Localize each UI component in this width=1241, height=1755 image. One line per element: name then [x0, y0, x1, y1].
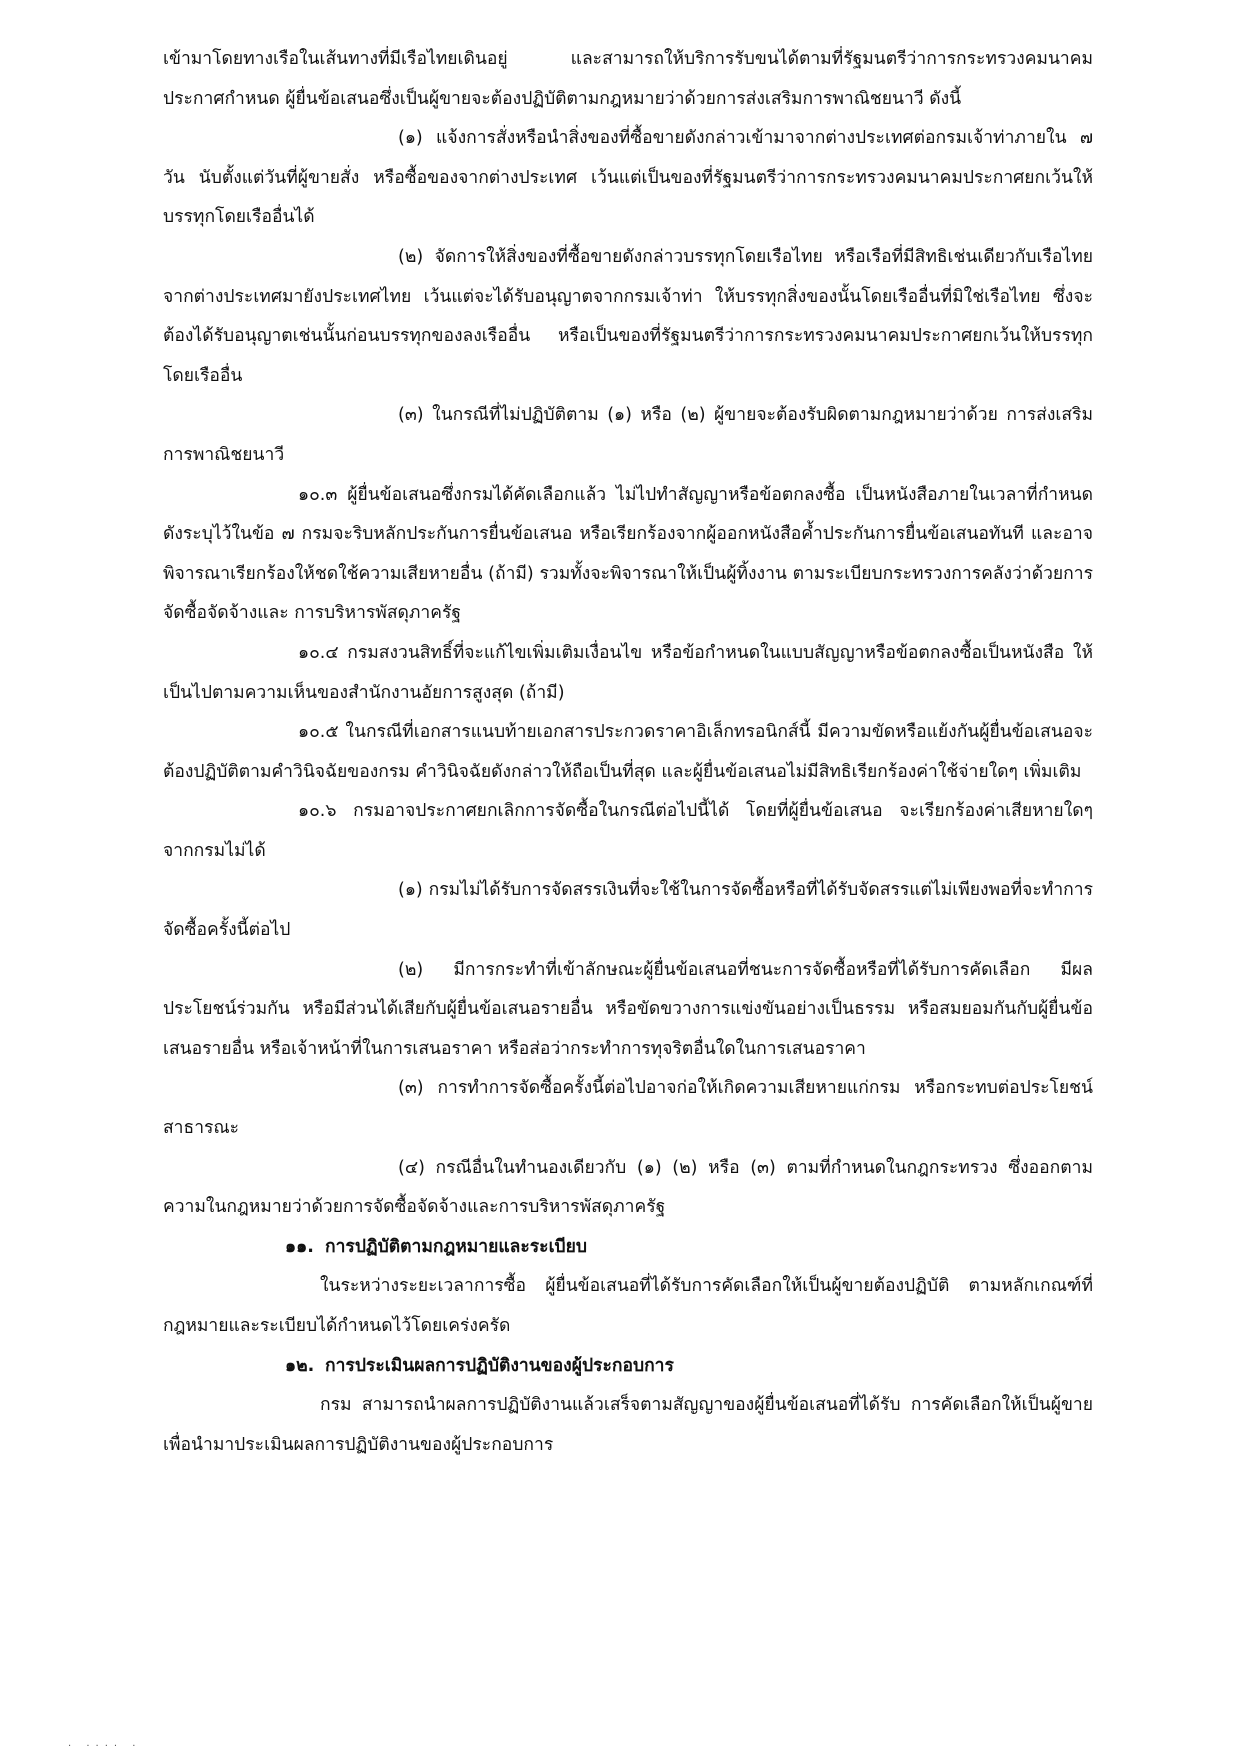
paragraph-item-2: (๒) จัดการให้สิ่งของที่ซื้อขายดังกล่าวบรรทุกโดยเรือไทย หรือเรือที่มีสิทธิเช่นเดียวกับเรือไทย จากต่างประเทศมายังประเทศไทย เว้นแต่จะได้รับอนุญาตจากกรมเจ้าท่า ให้บรรทุกสิ่งของนั้นโดยเรืออื่นที่มิใช่เรือไทย ซึ่งจะต้องได้รับอนุญาตเช่นนั้นก่อนบรรทุกของลงเรืออื่น หรือเป็นของที่รัฐมนตรีว่าการกระทรวงคมนาคมประกาศยกเว้นให้บรรทุกโดยเรืออื่น: [163, 246, 1093, 386]
footer-mark: . .... .: [68, 1738, 142, 1749]
paragraph-10-6-item-1: (๑) กรมไม่ได้รับการจัดสรรเงินที่จะใช้ในการจัดซื้อหรือที่ได้รับจัดสรรแต่ไม่เพียงพอที่จะทำการจัดซื้อครั้งนี้ต่อไป: [163, 880, 1093, 941]
section-12-heading: [163, 1347, 1093, 1387]
section-12-number: ๑๒.: [285, 1355, 315, 1376]
paragraph-10-6-item-4: (๔) กรณีอื่นในทำนองเดียวกับ (๑) (๒) หรือ (๓) ตามที่กำหนดในกฎกระทรวง ซึ่งออกตามความในกฎหมายว่าด้วยการจัดซื้อจัดจ้างและการบริหารพัสดุภาครัฐ: [163, 1157, 1093, 1218]
paragraph-10-6-item-3: (๓) การทำการจัดซื้อครั้งนี้ต่อไปอาจก่อให้เกิดความเสียหายแก่กรม หรือกระทบต่อประโยชน์สาธารณะ: [163, 1078, 1093, 1139]
paragraph-intro: เข้ามาโดยทางเรือในเส้นทางที่มีเรือไทยเดินอยู่ และสามารถให้บริการรับขนได้ตามที่รัฐมนตรีว่าการกระทรวงคมนาคมประกาศกำหนด ผู้ยื่นข้อเสนอซึ่งเป็นผู้ขายจะต้องปฏิบัติตามกฎหมายว่าด้วยการส่งเสริมการพาณิชยนาวี ดังนี้: [163, 49, 1093, 109]
paragraph-item-1: (๑) แจ้งการสั่งหรือนำสิ่งของที่ซื้อขายดังกล่าวเข้ามาจากต่างประเทศต่อกรมเจ้าท่าภายใน ๗ วัน นับตั้งแต่วันที่ผู้ขายสั่ง หรือซื้อของจากต่างประเทศ เว้นแต่เป็นของที่รัฐมนตรีว่าการกระทรวงคมนาคมประกาศยกเว้นให้บรรทุกโดยเรืออื่นได้: [163, 128, 1093, 228]
paragraph-10-3: ๑๐.๓ ผู้ยื่นข้อเสนอซึ่งกรมได้คัดเลือกแล้ว ไม่ไปทำสัญญาหรือข้อตกลงซื้อ เป็นหนังสือภายในเวลาที่กำหนด ดังระบุไว้ในข้อ ๗ กรมจะริบหลักประกันการยื่นข้อเสนอ หรือเรียกร้องจากผู้ออกหนังสือค้ำประกันการยื่นข้อเสนอทันที และอาจพิจารณาเรียกร้องให้ชดใช้ความเสียหายอื่น (ถ้ามี) รวมทั้งจะพิจารณาให้เป็นผู้ทิ้งงาน ตามระเบียบกระทรวงการคลังว่าด้วยการจัดซื้อจัดจ้างและ การบริหารพัสดุภาครัฐ: [163, 484, 1093, 624]
paragraph-item-3: (๓) ในกรณีที่ไม่ปฏิบัติตาม (๑) หรือ (๒) ผู้ขายจะต้องรับผิดตามกฎหมายว่าด้วย การส่งเสริมการพาณิชยนาวี: [163, 405, 1093, 465]
paragraph-10-6: ๑๐.๖ กรมอาจประกาศยกเลิกการจัดซื้อในกรณีต่อไปนี้ได้ โดยที่ผู้ยื่นข้อเสนอ จะเรียกร้องค่าเสียหายใดๆ จากกรมไม่ได้: [163, 801, 1093, 861]
section-12-body: กรม สามารถนำผลการปฏิบัติงานแล้วเสร็จตามสัญญาของผู้ยื่นข้อเสนอที่ได้รับ การคัดเลือกให้เป็นผู้ขายเพื่อนำมาประเมินผลการปฏิบัติงานของผู้ประกอบการ: [163, 1395, 1093, 1455]
section-12-title: การประเมินผลการปฏิบัติงานของผู้ประกอบการ: [325, 1355, 674, 1376]
section-11-title: การปฏิบัติตามกฎหมายและระเบียบ: [325, 1236, 588, 1257]
document-body: [163, 40, 1093, 1465]
section-11-number: ๑๑.: [285, 1236, 314, 1257]
section-11-body: ในระหว่างระยะเวลาการซื้อ ผู้ยื่นข้อเสนอที่ได้รับการคัดเลือกให้เป็นผู้ขายต้องปฏิบัติ ตามหลักเกณฑ์ที่กฎหมายและระเบียบได้กำหนดไว้โดยเคร่งครัด: [163, 1276, 1093, 1336]
paragraph-10-5: ๑๐.๕ ในกรณีที่เอกสารแนบท้ายเอกสารประกวดราคาอิเล็กทรอนิกส์นี้ มีความขัดหรือแย้งกันผู้ยื่นข้อเสนอจะต้องปฏิบัติตามคำวินิจฉัยของกรม คำวินิจฉัยดังกล่าวให้ถือเป็นที่สุด และผู้ยื่นข้อเสนอไม่มีสิทธิเรียกร้องค่าใช้จ่ายใดๆ เพิ่มเติม: [163, 722, 1093, 782]
section-11-heading: [163, 1228, 1093, 1268]
paragraph-10-4: ๑๐.๔ กรมสงวนสิทธิ์ที่จะแก้ไขเพิ่มเติมเงื่อนไข หรือข้อกำหนดในแบบสัญญาหรือข้อตกลงซื้อเป็นหนังสือ ให้เป็นไปตามความเห็นของสำนักงานอัยการสูงสุด (ถ้ามี): [163, 642, 1093, 703]
paragraph-10-6-item-2: (๒) มีการกระทำที่เข้าลักษณะผู้ยื่นข้อเสนอที่ชนะการจัดซื้อหรือที่ได้รับการคัดเลือก มีผลประโยชน์ร่วมกัน หรือมีส่วนได้เสียกับผู้ยื่นข้อเสนอรายอื่น หรือขัดขวางการแข่งขันอย่างเป็นธรรม หรือสมยอมกันกับผู้ยื่นข้อเสนอรายอื่น หรือเจ้าหน้าที่ในการเสนอราคา หรือส่อว่ากระทำการทุจริตอื่นใดในการเสนอราคา: [163, 959, 1093, 1059]
